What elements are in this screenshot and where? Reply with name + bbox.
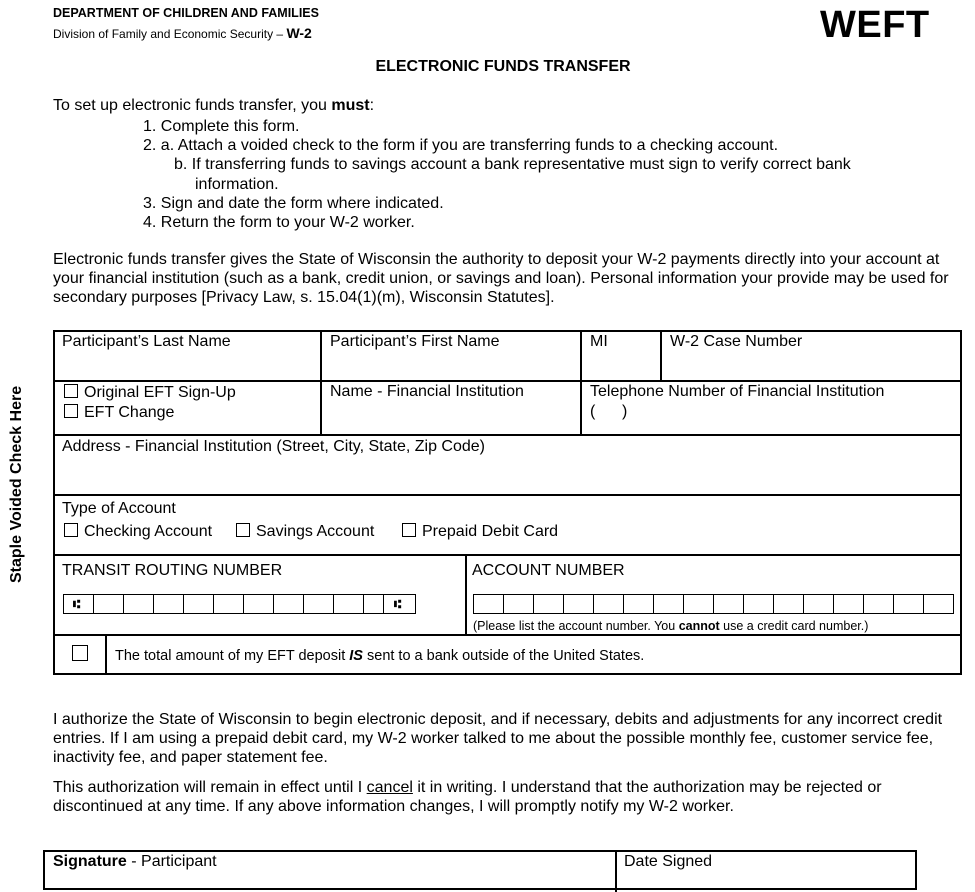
intro-lead: To set up electronic funds transfer, you	[53, 97, 327, 114]
col-divider	[580, 332, 582, 382]
routing-number-label: TRANSIT ROUTING NUMBER	[62, 562, 283, 579]
phone-area-code[interactable]: ( )	[590, 403, 628, 420]
account-type-label: Type of Account	[62, 500, 176, 517]
routing-digit-cell[interactable]	[213, 594, 244, 614]
foreign-bank-option[interactable]	[72, 645, 94, 665]
foreign-text: The total amount of my EFT deposit	[115, 648, 346, 664]
step-1: 1. Complete this form.	[143, 118, 300, 135]
account-digit-cell[interactable]	[683, 594, 714, 614]
account-digit-cell[interactable]	[923, 594, 954, 614]
account-digit-cell[interactable]	[533, 594, 564, 614]
account-digit-cell[interactable]	[743, 594, 774, 614]
institution-phone-field[interactable]: Telephone Number of Financial Institution	[590, 383, 885, 400]
signature-field[interactable]	[53, 853, 217, 871]
step-2b: b. If transferring funds to savings account a bank representative must sign to verify correct bank	[174, 156, 851, 174]
routing-micr-end	[383, 594, 416, 614]
note-text: (Please list the account number. You	[473, 619, 676, 633]
step-2a: 2. a. Attach a voided check to the form if you are transferring funds to a checking account.	[143, 137, 779, 155]
routing-digit-cell[interactable]	[183, 594, 214, 614]
account-digit-cell[interactable]	[593, 594, 624, 614]
intro-text	[53, 97, 374, 115]
page-title: ELECTRONIC FUNDS TRANSFER	[375, 58, 631, 75]
row-divider	[55, 380, 960, 382]
row-divider	[55, 554, 960, 556]
account-digit-cell[interactable]	[653, 594, 684, 614]
authorization-paragraph-1: I authorize the State of Wisconsin to begin electronic deposit, and if necessary, debits and adjustments for any incorrect credit entries. If I am using a prepaid debit card, my W-2 worker talked to me about the possible monthly fee, customer service fee, inactivity fee, and paper statement fee.	[53, 711, 943, 767]
account-number-note	[473, 619, 868, 633]
prepaid-checkbox[interactable]	[402, 523, 416, 537]
micr-symbol: ⑆	[394, 597, 402, 611]
staple-check-label: Staple Voided Check Here	[8, 385, 25, 583]
last-name-field[interactable]: Participant’s Last Name	[62, 333, 231, 350]
auth-text: it in writing. I understand that the authorization may be rejected or discontinued at any time. If any above information changes, I will promptly notify my W-2 worker.	[53, 779, 882, 816]
row-divider	[55, 434, 960, 436]
account-digit-cell[interactable]	[473, 594, 504, 614]
account-digit-cell[interactable]	[863, 594, 894, 614]
routing-digit-cell[interactable]	[93, 594, 124, 614]
signature-label-bold: Signature	[53, 853, 127, 870]
account-digit-cell[interactable]	[713, 594, 744, 614]
account-digit-cell[interactable]	[833, 594, 864, 614]
routing-digit-cell[interactable]	[153, 594, 184, 614]
checking-checkbox[interactable]	[64, 523, 78, 537]
routing-digit-cell[interactable]	[333, 594, 364, 614]
checking-label: Checking Account	[84, 523, 213, 540]
division-name: Division of Family and Economic Security –	[53, 27, 284, 41]
foreign-text: sent to a bank outside of the United States.	[367, 648, 645, 664]
step-4: 4. Return the form to your W-2 worker.	[143, 214, 415, 232]
account-number-label: ACCOUNT NUMBER	[472, 562, 625, 579]
original-signup-option[interactable]	[64, 384, 236, 402]
col-divider	[320, 380, 322, 436]
account-digit-cell[interactable]	[623, 594, 654, 614]
institution-name-field[interactable]: Name - Financial Institution	[330, 383, 524, 400]
signature-label-rest: - Participant	[126, 853, 217, 870]
case-number-field[interactable]: W-2 Case Number	[670, 333, 803, 350]
note-text: use a credit card number.)	[723, 619, 869, 633]
prepaid-option[interactable]	[402, 523, 558, 541]
col-divider	[615, 852, 617, 892]
prepaid-label: Prepaid Debit Card	[422, 523, 559, 540]
account-digit-cell[interactable]	[893, 594, 924, 614]
date-signed-field[interactable]: Date Signed	[624, 853, 713, 870]
routing-micr-start	[63, 594, 94, 614]
signature-box	[43, 850, 917, 890]
col-divider	[580, 380, 582, 436]
eft-change-checkbox[interactable]	[64, 404, 78, 418]
eft-change-option[interactable]	[64, 404, 174, 422]
col-divider	[660, 332, 662, 382]
savings-checkbox[interactable]	[236, 523, 250, 537]
eft-change-label: EFT Change	[84, 404, 175, 421]
steps-list	[143, 117, 851, 232]
foreign-bank-checkbox[interactable]	[72, 645, 88, 661]
original-signup-checkbox[interactable]	[64, 384, 78, 398]
col-divider	[105, 634, 107, 675]
micr-symbol: ⑆	[73, 597, 81, 611]
row-divider	[55, 494, 960, 496]
col-divider	[320, 332, 322, 382]
checking-option[interactable]	[64, 523, 212, 541]
routing-digit-cell[interactable]	[273, 594, 304, 614]
authority-paragraph: Electronic funds transfer gives the State of Wisconsin the authority to deposit your W-2 payments directly into your account at your financial institution (such as a bank, credit union, or savings and loan). Personal information your provide may be used for secondary purposes [Privacy Law, s. 15.04(1)(m), Wisconsin Statutes].	[53, 251, 949, 307]
form-code: WEFT	[820, 4, 930, 46]
auth-text: This authorization will remain in effect until I	[53, 779, 363, 796]
department-name: DEPARTMENT OF CHILDREN AND FAMILIES	[53, 6, 319, 20]
step-3: 3. Sign and date the form where indicated.	[143, 194, 444, 212]
savings-option[interactable]	[236, 523, 374, 541]
program-name: W-2	[286, 25, 312, 41]
account-digit-cell[interactable]	[563, 594, 594, 614]
division-line	[53, 25, 312, 41]
foreign-bank-statement	[115, 648, 644, 664]
middle-initial-field[interactable]: MI	[590, 333, 608, 350]
account-digit-cell[interactable]	[503, 594, 534, 614]
account-digit-cell[interactable]	[773, 594, 804, 614]
authorization-paragraph-2	[53, 778, 958, 816]
routing-digit-cell[interactable]	[303, 594, 334, 614]
account-digit-cell[interactable]	[803, 594, 834, 614]
intro-colon: :	[369, 97, 375, 114]
cancel-word: cancel	[366, 779, 413, 796]
original-signup-label: Original EFT Sign-Up	[84, 384, 236, 401]
routing-digit-cell[interactable]	[123, 594, 154, 614]
routing-digit-cell[interactable]	[243, 594, 274, 614]
row-divider	[55, 634, 960, 636]
first-name-field[interactable]: Participant’s First Name	[330, 333, 500, 350]
eft-form	[53, 330, 962, 675]
step-2b-cont: information.	[195, 175, 279, 193]
note-emphasis: cannot	[678, 619, 720, 633]
savings-label: Savings Account	[256, 523, 375, 540]
intro-emphasis: must	[331, 97, 370, 114]
col-divider	[465, 554, 467, 636]
institution-address-field[interactable]: Address - Financial Institution (Street, City, State, Zip Code)	[62, 438, 485, 455]
foreign-emphasis: IS	[349, 648, 363, 664]
